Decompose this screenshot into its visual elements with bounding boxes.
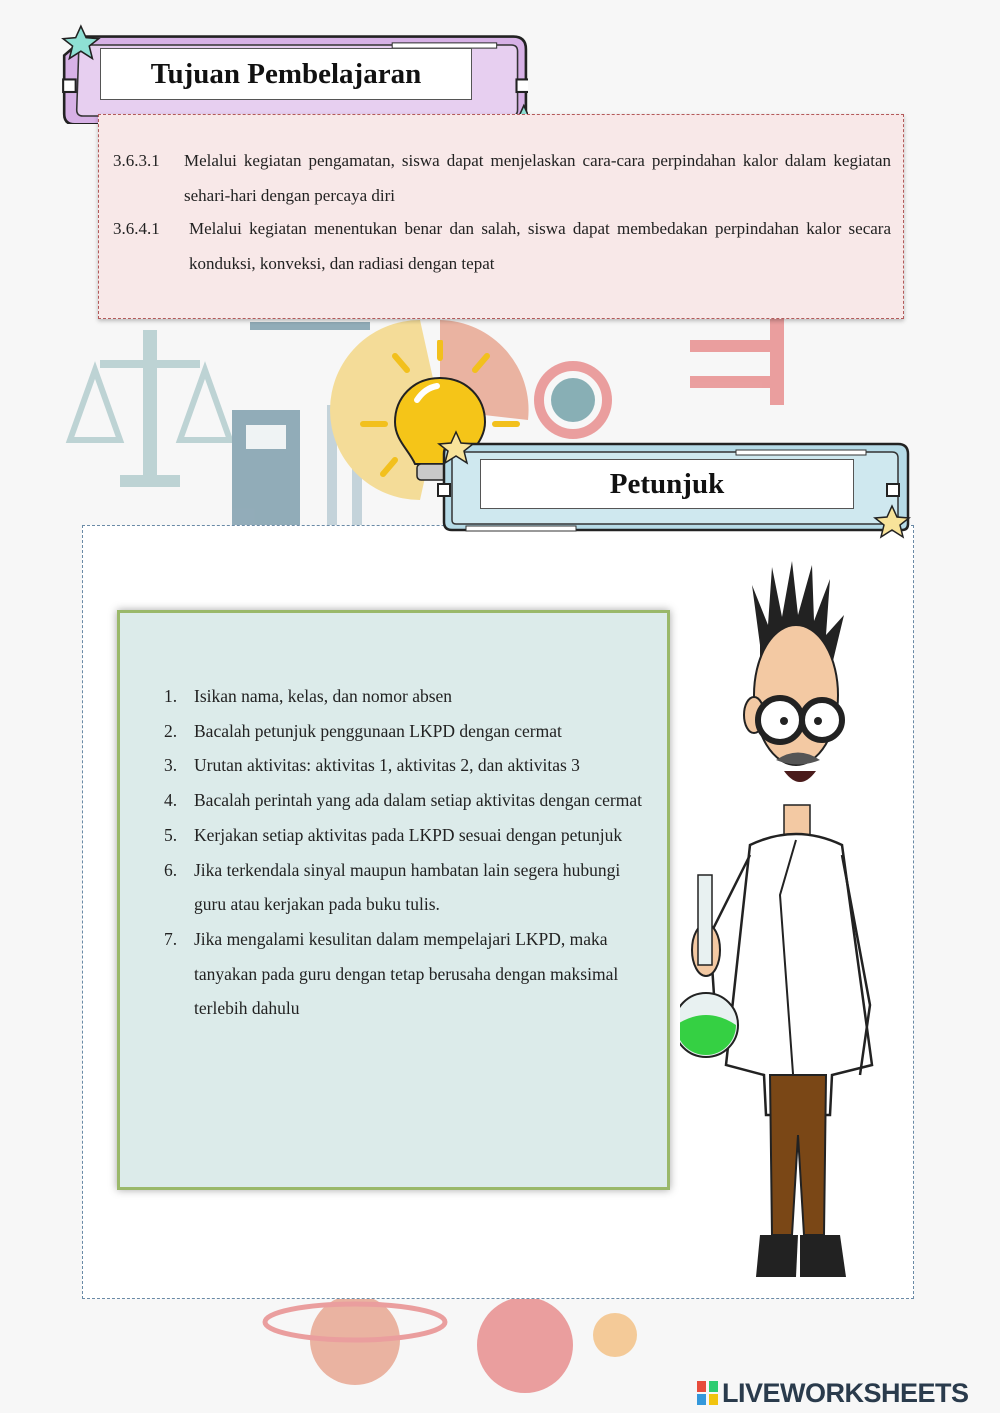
- step-item: [164, 783, 654, 818]
- step-item: [164, 818, 654, 853]
- step-number: 1.: [164, 686, 178, 706]
- step-text: Bacalah perintah yang ada dalam setiap aktivitas dengan cermat: [194, 790, 643, 811]
- step-text: Jika terkendala sinyal maupun hambatan lain segera hubungi guru atau kerjakan pada buku tulis.: [194, 859, 621, 915]
- step-number: 7.: [164, 928, 178, 949]
- steps-box: [117, 610, 670, 1190]
- objective-item: [113, 143, 891, 213]
- step-number: 5.: [164, 824, 178, 845]
- logo-mark-icon: [697, 1379, 719, 1407]
- objective-item: [113, 211, 891, 281]
- step-item: [164, 714, 654, 749]
- step-number: 6.: [164, 859, 178, 880]
- objective-text: Melalui kegiatan menentukan benar dan salah, siswa dapat membedakan perpindahan kalor secara konduksi, konveksi, dan radiasi dengan tepat: [189, 219, 891, 273]
- steps-list: [164, 679, 654, 1026]
- step-item: [164, 748, 654, 783]
- tujuan-title: Tujuan Pembelajaran: [100, 48, 472, 100]
- objectives-box: [98, 114, 904, 319]
- step-text: Isikan nama, kelas, dan nomor absen: [194, 686, 453, 706]
- liveworksheets-logo: [697, 1376, 997, 1410]
- step-item: [164, 679, 654, 714]
- scientist-illustration: [680, 555, 890, 1285]
- objective-code: 3.6.4.1: [113, 219, 160, 238]
- objective-text: Melalui kegiatan pengamatan, siswa dapat menjelaskan cara-cara perpindahan kalor dalam kegiatan sehari-hari dengan percaya diri: [184, 151, 891, 205]
- step-text: Urutan aktivitas: aktivitas 1, aktivitas 2, dan aktivitas 3: [194, 755, 580, 776]
- step-number: 2.: [164, 720, 178, 741]
- step-text: Bacalah petunjuk penggunaan LKPD dengan cermat: [194, 720, 562, 741]
- footer-brand: LIVEWORKSHEETS: [722, 1377, 969, 1408]
- petunjuk-title: Petunjuk: [480, 459, 854, 509]
- step-number: 3.: [164, 755, 178, 776]
- step-text: Kerjakan setiap aktivitas pada LKPD sesuai dengan petunjuk: [194, 824, 623, 845]
- step-item: [164, 853, 654, 922]
- objective-code: 3.6.3.1: [113, 151, 160, 170]
- step-text: Jika mengalami kesulitan dalam mempelajari LKPD, maka tanyakan pada guru dengan tetap berusaha dengan maksimal terlebih dahulu: [194, 928, 619, 1019]
- step-item: [164, 922, 654, 1026]
- step-number: 4.: [164, 790, 178, 811]
